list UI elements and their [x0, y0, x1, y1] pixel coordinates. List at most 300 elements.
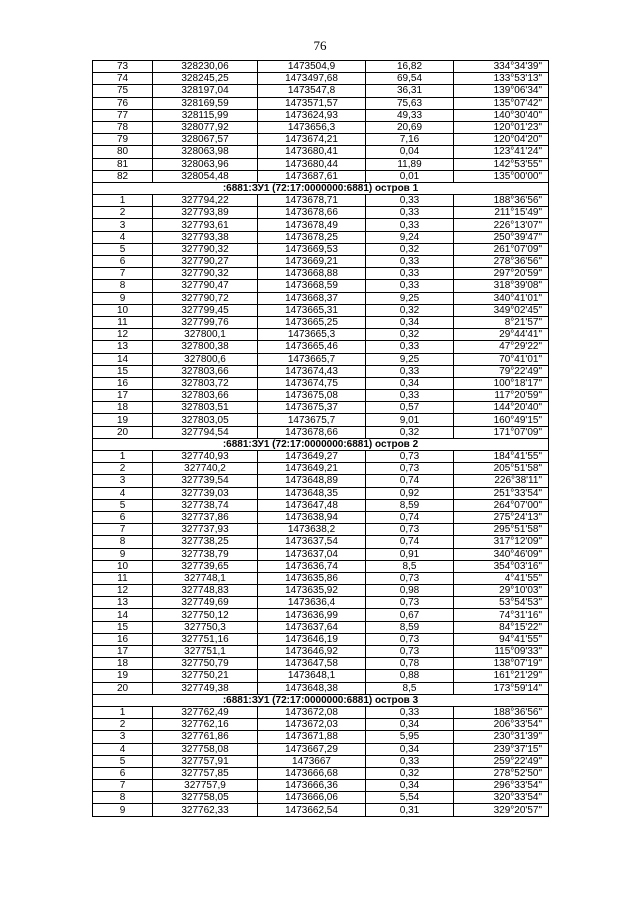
x-coordinate-cell: 327803,72	[153, 377, 258, 389]
bearing-cell: 334°34'39"	[454, 61, 549, 73]
bearing-cell: 160°49'15"	[454, 414, 549, 426]
table-row	[93, 146, 549, 158]
x-coordinate-cell: 327790,47	[153, 280, 258, 292]
table-row	[93, 97, 549, 109]
bearing-cell: 349°02'45"	[454, 304, 549, 316]
distance-cell: 8,59	[366, 499, 454, 511]
distance-cell: 0,34	[366, 316, 454, 328]
table-row	[93, 646, 549, 658]
y-coordinate-cell: 1473667,29	[258, 743, 366, 755]
y-coordinate-cell: 1473646,92	[258, 646, 366, 658]
table-row	[93, 463, 549, 475]
table-row	[93, 499, 549, 511]
bearing-cell: 275°24'13"	[454, 511, 549, 523]
point-number-cell: 17	[93, 646, 153, 658]
x-coordinate-cell: 327738,25	[153, 536, 258, 548]
table-row	[93, 670, 549, 682]
table-row	[93, 767, 549, 779]
bearing-cell: 264°07'00"	[454, 499, 549, 511]
bearing-cell: 250°39'47"	[454, 231, 549, 243]
point-number-cell: 13	[93, 597, 153, 609]
distance-cell: 0,33	[366, 390, 454, 402]
bearing-cell: 329°20'57"	[454, 804, 549, 816]
bearing-cell: 70°41'01"	[454, 353, 549, 365]
table-row	[93, 597, 549, 609]
x-coordinate-cell: 327740,93	[153, 451, 258, 463]
point-number-cell: 1	[93, 195, 153, 207]
distance-cell: 0,32	[366, 243, 454, 255]
table-row	[93, 560, 549, 572]
table-row	[93, 731, 549, 743]
point-number-cell: 19	[93, 670, 153, 682]
x-coordinate-cell: 327800,1	[153, 329, 258, 341]
table-row	[93, 231, 549, 243]
distance-cell: 0,74	[366, 511, 454, 523]
distance-cell: 0,78	[366, 658, 454, 670]
bearing-cell: 278°52'50"	[454, 767, 549, 779]
point-number-cell: 77	[93, 109, 153, 121]
y-coordinate-cell: 1473637,64	[258, 621, 366, 633]
x-coordinate-cell: 328077,92	[153, 121, 258, 133]
distance-cell: 0,67	[366, 609, 454, 621]
distance-cell: 0,73	[366, 524, 454, 536]
y-coordinate-cell: 1473674,43	[258, 365, 366, 377]
x-coordinate-cell: 327748,83	[153, 585, 258, 597]
bearing-cell: 120°01'23"	[454, 121, 549, 133]
y-coordinate-cell: 1473648,35	[258, 487, 366, 499]
distance-cell: 0,32	[366, 329, 454, 341]
bearing-cell: 100°18'17"	[454, 377, 549, 389]
y-coordinate-cell: 1473636,4	[258, 597, 366, 609]
table-row	[93, 706, 549, 718]
distance-cell: 0,73	[366, 597, 454, 609]
point-number-cell: 16	[93, 633, 153, 645]
table-row	[93, 329, 549, 341]
y-coordinate-cell: 1473678,66	[258, 426, 366, 438]
point-number-cell: 7	[93, 780, 153, 792]
x-coordinate-cell: 327790,27	[153, 256, 258, 268]
table-row	[93, 195, 549, 207]
point-number-cell: 12	[93, 329, 153, 341]
y-coordinate-cell: 1473638,2	[258, 524, 366, 536]
distance-cell: 0,74	[366, 536, 454, 548]
y-coordinate-cell: 1473668,88	[258, 268, 366, 280]
y-coordinate-cell: 1473547,8	[258, 85, 366, 97]
table-row	[93, 719, 549, 731]
x-coordinate-cell: 327803,66	[153, 390, 258, 402]
table-row	[93, 292, 549, 304]
y-coordinate-cell: 1473680,41	[258, 146, 366, 158]
y-coordinate-cell: 1473648,89	[258, 475, 366, 487]
table-row	[93, 780, 549, 792]
page-number: 76	[313, 38, 327, 53]
table-row	[93, 341, 549, 353]
y-coordinate-cell: 1473648,38	[258, 682, 366, 694]
table-row	[93, 390, 549, 402]
y-coordinate-cell: 1473665,3	[258, 329, 366, 341]
x-coordinate-cell: 327794,22	[153, 195, 258, 207]
y-coordinate-cell: 1473636,99	[258, 609, 366, 621]
table-row	[93, 377, 549, 389]
section-header-row	[93, 694, 549, 706]
point-number-cell: 18	[93, 402, 153, 414]
bearing-cell: 53°54'53"	[454, 597, 549, 609]
point-number-cell: 18	[93, 658, 153, 670]
distance-cell: 0,34	[366, 719, 454, 731]
y-coordinate-cell: 1473678,66	[258, 207, 366, 219]
point-number-cell: 8	[93, 536, 153, 548]
y-coordinate-cell: 1473656,3	[258, 121, 366, 133]
x-coordinate-cell: 327803,66	[153, 365, 258, 377]
bearing-cell: 226°13'07"	[454, 219, 549, 231]
bearing-cell: 4°41'55"	[454, 572, 549, 584]
section-title: :6881:ЗУ1 (72:17:0000000:6881) остров 3	[93, 694, 549, 706]
table-row	[93, 73, 549, 85]
point-number-cell: 78	[93, 121, 153, 133]
table-row	[93, 548, 549, 560]
distance-cell: 11,89	[366, 158, 454, 170]
bearing-cell: 139°06'34"	[454, 85, 549, 97]
table-row	[93, 451, 549, 463]
distance-cell: 0,73	[366, 646, 454, 658]
table-row	[93, 85, 549, 97]
table-row	[93, 219, 549, 231]
x-coordinate-cell: 327739,54	[153, 475, 258, 487]
point-number-cell: 14	[93, 353, 153, 365]
distance-cell: 0,33	[366, 280, 454, 292]
distance-cell: 0,31	[366, 804, 454, 816]
bearing-cell: 142°53'55"	[454, 158, 549, 170]
table-row	[93, 134, 549, 146]
distance-cell: 69,54	[366, 73, 454, 85]
point-number-cell: 20	[93, 682, 153, 694]
distance-cell: 0,98	[366, 585, 454, 597]
distance-cell: 0,32	[366, 426, 454, 438]
x-coordinate-cell: 327800,38	[153, 341, 258, 353]
y-coordinate-cell: 1473646,19	[258, 633, 366, 645]
point-number-cell: 80	[93, 146, 153, 158]
point-number-cell: 20	[93, 426, 153, 438]
point-number-cell: 16	[93, 377, 153, 389]
bearing-cell: 138°07'19"	[454, 658, 549, 670]
point-number-cell: 8	[93, 792, 153, 804]
x-coordinate-cell: 327758,05	[153, 792, 258, 804]
y-coordinate-cell: 1473672,03	[258, 719, 366, 731]
table-row	[93, 402, 549, 414]
y-coordinate-cell: 1473665,31	[258, 304, 366, 316]
distance-cell: 0,04	[366, 146, 454, 158]
bearing-cell: 261°07'09"	[454, 243, 549, 255]
bearing-cell: 340°41'01"	[454, 292, 549, 304]
x-coordinate-cell: 327803,05	[153, 414, 258, 426]
x-coordinate-cell: 327762,16	[153, 719, 258, 731]
point-number-cell: 7	[93, 268, 153, 280]
point-number-cell: 15	[93, 621, 153, 633]
distance-cell: 9,24	[366, 231, 454, 243]
point-number-cell: 6	[93, 767, 153, 779]
point-number-cell: 73	[93, 61, 153, 73]
section-title: :6881:ЗУ1 (72:17:0000000:6881) остров 1	[93, 182, 549, 194]
table-row	[93, 792, 549, 804]
distance-cell: 9,25	[366, 292, 454, 304]
table-row	[93, 170, 549, 182]
point-number-cell: 12	[93, 585, 153, 597]
y-coordinate-cell: 1473687,61	[258, 170, 366, 182]
distance-cell: 0,34	[366, 743, 454, 755]
bearing-cell: 115°09'33"	[454, 646, 549, 658]
bearing-cell: 94°41'55"	[454, 633, 549, 645]
x-coordinate-cell: 327740,2	[153, 463, 258, 475]
point-number-cell: 4	[93, 231, 153, 243]
y-coordinate-cell: 1473667	[258, 755, 366, 767]
y-coordinate-cell: 1473666,68	[258, 767, 366, 779]
y-coordinate-cell: 1473636,74	[258, 560, 366, 572]
distance-cell: 0,34	[366, 377, 454, 389]
x-coordinate-cell: 327793,89	[153, 207, 258, 219]
table-row	[93, 743, 549, 755]
x-coordinate-cell: 327762,33	[153, 804, 258, 816]
point-number-cell: 6	[93, 256, 153, 268]
bearing-cell: 278°36'56"	[454, 256, 549, 268]
bearing-cell: 318°39'08"	[454, 280, 549, 292]
distance-cell: 0,33	[366, 256, 454, 268]
x-coordinate-cell: 327738,74	[153, 499, 258, 511]
bearing-cell: 135°00'00"	[454, 170, 549, 182]
x-coordinate-cell: 328067,57	[153, 134, 258, 146]
table-row	[93, 475, 549, 487]
bearing-cell: 340°46'09"	[454, 548, 549, 560]
table-row	[93, 621, 549, 633]
table-row	[93, 353, 549, 365]
distance-cell: 9,25	[366, 353, 454, 365]
y-coordinate-cell: 1473635,92	[258, 585, 366, 597]
y-coordinate-cell: 1473624,93	[258, 109, 366, 121]
point-number-cell: 1	[93, 451, 153, 463]
distance-cell: 0,73	[366, 633, 454, 645]
point-number-cell: 3	[93, 219, 153, 231]
distance-cell: 0,33	[366, 219, 454, 231]
table-row	[93, 609, 549, 621]
bearing-cell: 135°07'42"	[454, 97, 549, 109]
x-coordinate-cell: 327758,08	[153, 743, 258, 755]
point-number-cell: 79	[93, 134, 153, 146]
bearing-cell: 184°41'55"	[454, 451, 549, 463]
point-number-cell: 6	[93, 511, 153, 523]
y-coordinate-cell: 1473665,46	[258, 341, 366, 353]
bearing-cell: 47°29'22"	[454, 341, 549, 353]
coordinates-table	[92, 60, 549, 817]
y-coordinate-cell: 1473680,44	[258, 158, 366, 170]
x-coordinate-cell: 327739,03	[153, 487, 258, 499]
section-header-row	[93, 182, 549, 194]
y-coordinate-cell: 1473665,25	[258, 316, 366, 328]
bearing-cell: 320°33'54"	[454, 792, 549, 804]
distance-cell: 0,33	[366, 207, 454, 219]
bearing-cell: 29°44'41"	[454, 329, 549, 341]
table-row	[93, 572, 549, 584]
table-row	[93, 633, 549, 645]
table-row	[93, 804, 549, 816]
x-coordinate-cell: 327757,91	[153, 755, 258, 767]
table-row	[93, 536, 549, 548]
y-coordinate-cell: 1473649,21	[258, 463, 366, 475]
point-number-cell: 10	[93, 560, 153, 572]
y-coordinate-cell: 1473649,27	[258, 451, 366, 463]
point-number-cell: 2	[93, 207, 153, 219]
bearing-cell: 144°20'40"	[454, 402, 549, 414]
distance-cell: 0,33	[366, 195, 454, 207]
table-row	[93, 280, 549, 292]
table-row	[93, 268, 549, 280]
x-coordinate-cell: 328054,48	[153, 170, 258, 182]
point-number-cell: 8	[93, 280, 153, 292]
y-coordinate-cell: 1473671,88	[258, 731, 366, 743]
table-row	[93, 658, 549, 670]
y-coordinate-cell: 1473648,1	[258, 670, 366, 682]
distance-cell: 8,5	[366, 682, 454, 694]
x-coordinate-cell: 327757,9	[153, 780, 258, 792]
point-number-cell: 11	[93, 316, 153, 328]
x-coordinate-cell: 327761,86	[153, 731, 258, 743]
bearing-cell: 120°04'20"	[454, 134, 549, 146]
point-number-cell: 15	[93, 365, 153, 377]
bearing-cell: 123°41'24"	[454, 146, 549, 158]
table-row	[93, 207, 549, 219]
x-coordinate-cell: 327803,51	[153, 402, 258, 414]
distance-cell: 0,57	[366, 402, 454, 414]
y-coordinate-cell: 1473678,25	[258, 231, 366, 243]
distance-cell: 0,33	[366, 755, 454, 767]
x-coordinate-cell: 327793,61	[153, 219, 258, 231]
y-coordinate-cell: 1473571,57	[258, 97, 366, 109]
bearing-cell: 8°21'57"	[454, 316, 549, 328]
x-coordinate-cell: 328063,98	[153, 146, 258, 158]
bearing-cell: 354°03'16"	[454, 560, 549, 572]
point-number-cell: 4	[93, 487, 153, 499]
x-coordinate-cell: 327737,93	[153, 524, 258, 536]
point-number-cell: 74	[93, 73, 153, 85]
bearing-cell: 84°15'22"	[454, 621, 549, 633]
distance-cell: 8,59	[366, 621, 454, 633]
y-coordinate-cell: 1473504,9	[258, 61, 366, 73]
distance-cell: 0,74	[366, 475, 454, 487]
point-number-cell: 82	[93, 170, 153, 182]
point-number-cell: 3	[93, 475, 153, 487]
y-coordinate-cell: 1473669,53	[258, 243, 366, 255]
x-coordinate-cell: 328245,25	[153, 73, 258, 85]
y-coordinate-cell: 1473669,21	[258, 256, 366, 268]
bearing-cell: 188°36'56"	[454, 706, 549, 718]
bearing-cell: 205°51'58"	[454, 463, 549, 475]
point-number-cell: 5	[93, 755, 153, 767]
table-row	[93, 256, 549, 268]
x-coordinate-cell: 327799,76	[153, 316, 258, 328]
table-row	[93, 414, 549, 426]
bearing-cell: 117°20'59"	[454, 390, 549, 402]
distance-cell: 0,33	[366, 341, 454, 353]
bearing-cell: 133°53'13"	[454, 73, 549, 85]
distance-cell: 36,31	[366, 85, 454, 97]
bearing-cell: 230°31'39"	[454, 731, 549, 743]
bearing-cell: 171°07'09"	[454, 426, 549, 438]
distance-cell: 5,54	[366, 792, 454, 804]
table-row	[93, 304, 549, 316]
distance-cell: 75,63	[366, 97, 454, 109]
table-row	[93, 109, 549, 121]
table-row	[93, 61, 549, 73]
x-coordinate-cell: 327750,79	[153, 658, 258, 670]
y-coordinate-cell: 1473668,59	[258, 280, 366, 292]
x-coordinate-cell: 327790,32	[153, 268, 258, 280]
distance-cell: 0,33	[366, 706, 454, 718]
section-title: :6881:ЗУ1 (72:17:0000000:6881) остров 2	[93, 438, 549, 450]
x-coordinate-cell: 327790,72	[153, 292, 258, 304]
y-coordinate-cell: 1473497,68	[258, 73, 366, 85]
y-coordinate-cell: 1473668,37	[258, 292, 366, 304]
y-coordinate-cell: 1473662,54	[258, 804, 366, 816]
x-coordinate-cell: 328063,96	[153, 158, 258, 170]
point-number-cell: 17	[93, 390, 153, 402]
distance-cell: 8,5	[366, 560, 454, 572]
point-number-cell: 5	[93, 243, 153, 255]
y-coordinate-cell: 1473665,7	[258, 353, 366, 365]
bearing-cell: 140°30'40"	[454, 109, 549, 121]
point-number-cell: 11	[93, 572, 153, 584]
distance-cell: 0,73	[366, 463, 454, 475]
point-number-cell: 10	[93, 304, 153, 316]
bearing-cell: 295°51'58"	[454, 524, 549, 536]
x-coordinate-cell: 327751,1	[153, 646, 258, 658]
y-coordinate-cell: 1473678,49	[258, 219, 366, 231]
x-coordinate-cell: 328230,06	[153, 61, 258, 73]
y-coordinate-cell: 1473675,7	[258, 414, 366, 426]
x-coordinate-cell: 327749,38	[153, 682, 258, 694]
y-coordinate-cell: 1473678,71	[258, 195, 366, 207]
bearing-cell: 317°12'09"	[454, 536, 549, 548]
y-coordinate-cell: 1473675,37	[258, 402, 366, 414]
y-coordinate-cell: 1473635,86	[258, 572, 366, 584]
x-coordinate-cell: 327738,79	[153, 548, 258, 560]
y-coordinate-cell: 1473672,08	[258, 706, 366, 718]
x-coordinate-cell: 327748,1	[153, 572, 258, 584]
point-number-cell: 1	[93, 706, 153, 718]
y-coordinate-cell: 1473666,06	[258, 792, 366, 804]
x-coordinate-cell: 327762,49	[153, 706, 258, 718]
y-coordinate-cell: 1473637,04	[258, 548, 366, 560]
table-row	[93, 158, 549, 170]
bearing-cell: 251°33'54"	[454, 487, 549, 499]
y-coordinate-cell: 1473637,54	[258, 536, 366, 548]
point-number-cell: 75	[93, 85, 153, 97]
point-number-cell: 3	[93, 731, 153, 743]
x-coordinate-cell: 328197,04	[153, 85, 258, 97]
point-number-cell: 2	[93, 719, 153, 731]
distance-cell: 0,32	[366, 767, 454, 779]
bearing-cell: 161°21'29"	[454, 670, 549, 682]
distance-cell: 0,73	[366, 451, 454, 463]
table-row	[93, 511, 549, 523]
distance-cell: 0,91	[366, 548, 454, 560]
point-number-cell: 76	[93, 97, 153, 109]
distance-cell: 0,33	[366, 268, 454, 280]
bearing-cell: 259°22'49"	[454, 755, 549, 767]
x-coordinate-cell: 327750,3	[153, 621, 258, 633]
section-header-row	[93, 438, 549, 450]
x-coordinate-cell: 327739,65	[153, 560, 258, 572]
distance-cell: 0,33	[366, 365, 454, 377]
x-coordinate-cell: 327751,16	[153, 633, 258, 645]
bearing-cell: 296°33'54"	[454, 780, 549, 792]
